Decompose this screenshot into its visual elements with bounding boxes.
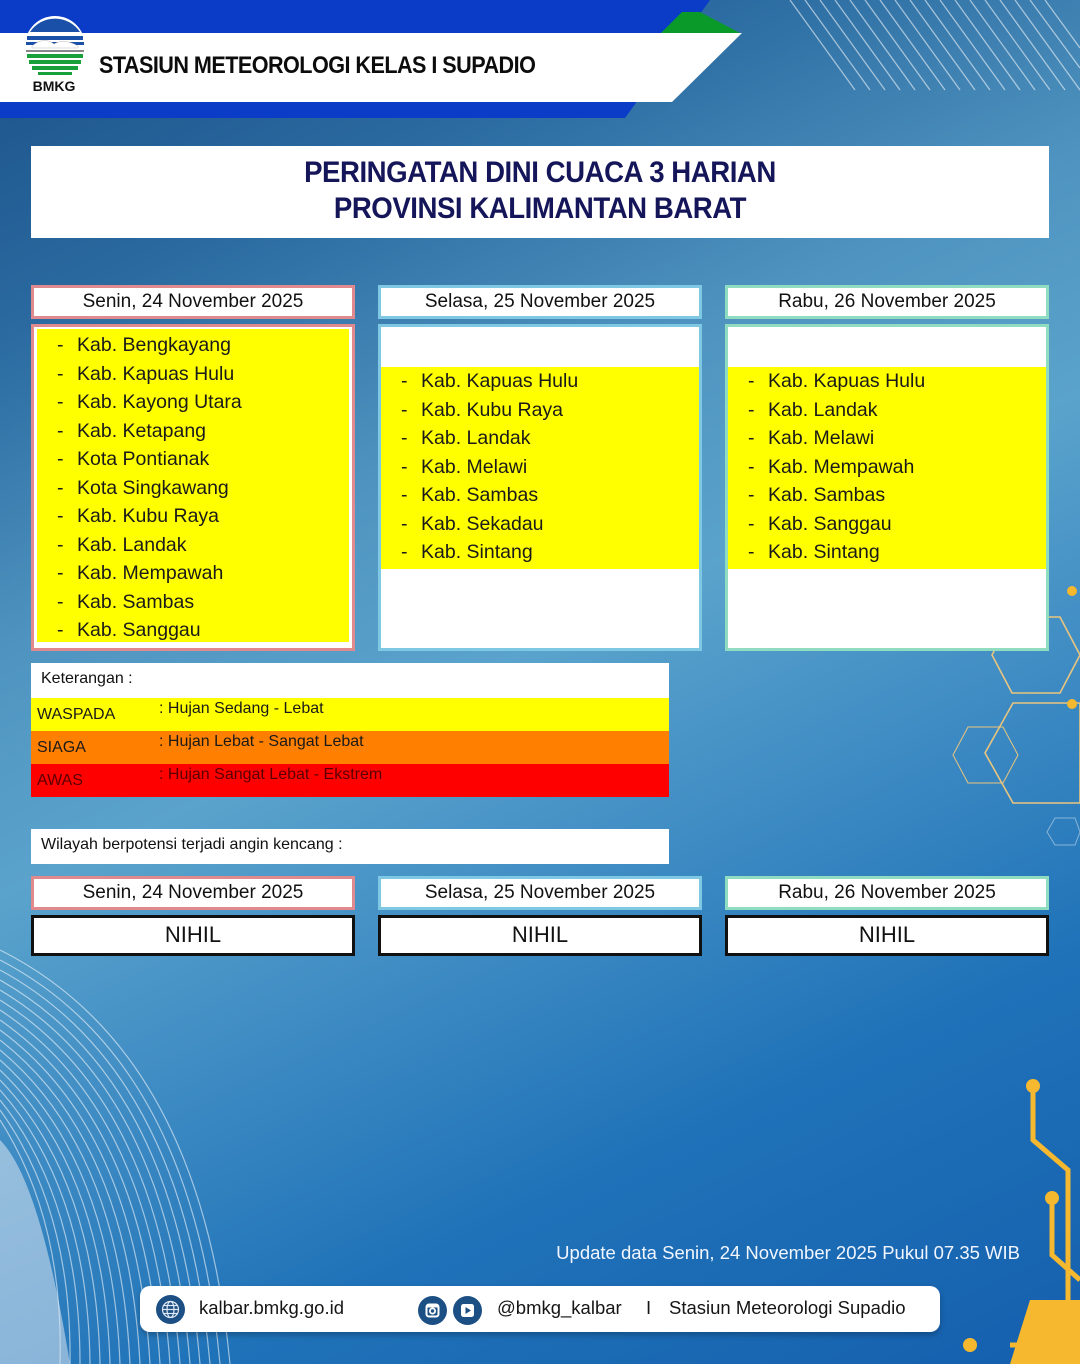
page-title-line2: PROVINSI KALIMANTAN BARAT: [333, 192, 747, 225]
region-list-3: [728, 367, 1046, 567]
footer-website-link[interactable]: kalbar.bmkg.go.id: [199, 1297, 345, 1318]
wind-heading: Wilayah berpotensi terjadi angin kencang :: [31, 829, 669, 864]
list-item: - Kab. Landak: [748, 398, 878, 421]
legend-level: SIAGA: [37, 739, 86, 756]
list-item: - Kab. Kapuas Hulu: [401, 370, 579, 392]
list-item: - Kab. Sambas: [401, 484, 539, 506]
legend-desc: : Hujan Sangat Lebat - Ekstrem: [159, 766, 383, 783]
footer-social-handle[interactable]: @bmkg_kalbar: [497, 1297, 622, 1318]
day-panel-2: [378, 324, 702, 651]
day-header-3: Rabu, 26 November 2025: [725, 285, 1049, 319]
logo-text: BMKG: [32, 78, 76, 94]
list-item: - Kab. Landak: [57, 533, 187, 556]
legend-level: WASPADA: [37, 706, 116, 723]
legend-heading: Keterangan :: [31, 663, 669, 698]
wind-value-3: NIHIL: [725, 915, 1049, 956]
globe-icon: [156, 1295, 185, 1324]
waspada-block-2: [381, 367, 699, 569]
list-item: - Kab. Sanggau: [748, 512, 892, 535]
list-item: - Kab. Melawi: [401, 455, 528, 478]
list-item: - Kab. Mempawah: [57, 562, 224, 584]
list-item: - Kab. Kayong Utara: [57, 391, 242, 413]
station-title: STASIUN METEOROLOGI KELAS I SUPADIO: [99, 52, 536, 79]
list-item: - Kab. Mempawah: [748, 455, 915, 478]
legend-row-awas: [31, 764, 669, 797]
list-item: - Kab. Kubu Raya: [401, 398, 564, 421]
footer-bar: [140, 1286, 940, 1332]
day-header-2: Selasa, 25 November 2025: [378, 285, 702, 319]
instagram-icon[interactable]: [418, 1296, 447, 1325]
list-item: - Kab. Sambas: [57, 590, 195, 613]
legend-level: AWAS: [37, 772, 83, 789]
page-title: [31, 146, 1049, 238]
legend: [31, 663, 669, 797]
region-list-1: [37, 329, 349, 645]
wind-value-2: NIHIL: [378, 915, 702, 956]
list-item: - Kab. Kapuas Hulu: [748, 370, 926, 392]
legend-desc: : Hujan Sedang - Lebat: [159, 700, 324, 717]
legend-row-waspada: [31, 698, 669, 731]
list-item: - Kab. Bengkayang: [57, 334, 231, 356]
list-item: - Kab. Sintang: [748, 541, 880, 563]
list-item: - Kab. Kubu Raya: [57, 505, 220, 527]
list-item: - Kab. Ketapang: [57, 419, 207, 442]
youtube-icon[interactable]: [453, 1296, 482, 1325]
legend-desc: : Hujan Lebat - Sangat Lebat: [159, 733, 364, 750]
list-item: - Kab. Kapuas Hulu: [57, 362, 235, 385]
list-item: - Kab. Melawi: [748, 427, 875, 449]
list-item: - Kota Pontianak: [57, 448, 210, 470]
list-item: - Kab. Landak: [401, 427, 531, 449]
list-item: - Kab. Sambas: [748, 484, 886, 506]
day-panel-3: [725, 324, 1049, 651]
list-item: - Kab. Sintang: [401, 541, 533, 563]
list-item: - Kab. Sanggau: [57, 619, 201, 641]
wind-day-header-2: Selasa, 25 November 2025: [378, 876, 702, 910]
waspada-block-1: [37, 329, 349, 642]
day-header-1: Senin, 24 November 2025: [31, 285, 355, 319]
day-panel-1: [31, 324, 355, 651]
footer-separator: I: [646, 1297, 652, 1318]
footer-station-name: Stasiun Meteorologi Supadio: [669, 1297, 906, 1318]
page-title-line1: PERINGATAN DINI CUACA 3 HARIAN: [304, 156, 776, 189]
list-item: - Kota Singkawang: [57, 476, 229, 499]
list-item: - Kab. Sekadau: [401, 512, 544, 535]
wind-value-1: NIHIL: [31, 915, 355, 956]
legend-row-siaga: [31, 731, 669, 764]
region-list-2: [381, 367, 699, 567]
waspada-block-3: [728, 367, 1046, 569]
wind-day-header-1: Senin, 24 November 2025: [31, 876, 355, 910]
wind-day-header-3: Rabu, 26 November 2025: [725, 876, 1049, 910]
update-timestamp: Update data Senin, 24 November 2025 Pukul 07.35 WIB: [556, 1242, 1020, 1263]
